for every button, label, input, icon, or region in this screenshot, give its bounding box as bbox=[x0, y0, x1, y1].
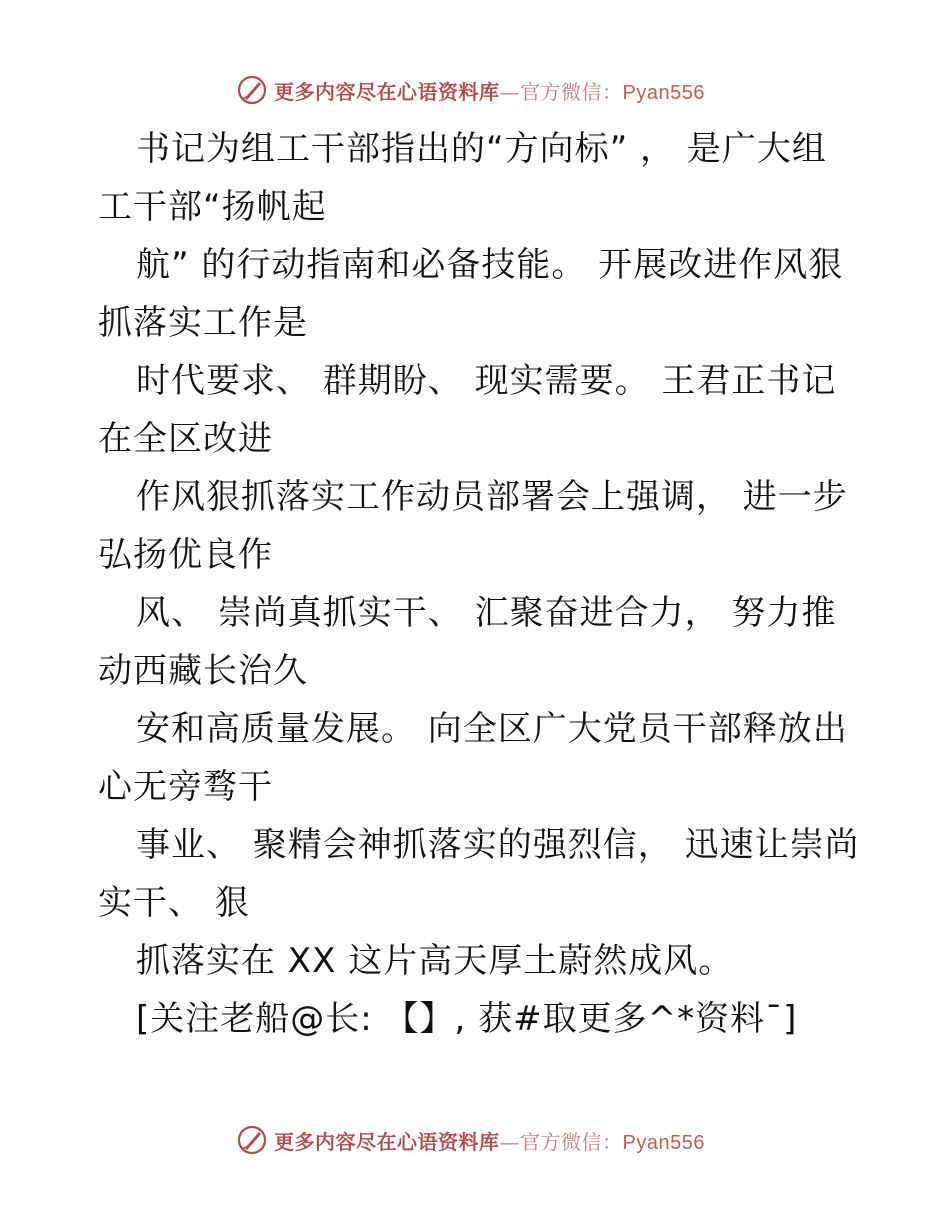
text-line-6: 在全区改进 bbox=[98, 419, 273, 459]
text-line-4: 抓落实工作是 bbox=[98, 303, 308, 343]
text-line-13: 事业、 聚精会神抓落实的强烈信， 迅速让崇尚 bbox=[136, 825, 860, 865]
watermark-id: Pyan556 bbox=[622, 81, 705, 104]
text-line-14: 实干、 狠 bbox=[98, 883, 250, 923]
header-watermark bbox=[236, 72, 705, 108]
text-line-11: 安和高质量发展。 向全区广大党员干部释放出 bbox=[136, 709, 848, 749]
text-line-2: 工干部“扬帆起 bbox=[98, 187, 327, 227]
watermark-text bbox=[274, 1126, 705, 1155]
text-line-12: 心无旁骛干 bbox=[98, 767, 273, 807]
document-body bbox=[98, 120, 888, 1048]
watermark-dash: — bbox=[499, 79, 520, 104]
text-line-16: [关注老船@长: 【】, 获#取更多^*资料¯] bbox=[136, 999, 798, 1039]
watermark-label: 官方微信： bbox=[520, 1129, 623, 1154]
watermark-dash: — bbox=[499, 1129, 520, 1154]
text-line-5: 时代要求、 群期盼、 现实需要。 王君正书记 bbox=[136, 361, 837, 401]
quill-logo-icon bbox=[236, 74, 268, 106]
watermark-label: 官方微信： bbox=[520, 79, 623, 104]
quill-logo-icon bbox=[236, 1124, 268, 1156]
watermark-main: 更多内容尽在心语资料库 bbox=[274, 1129, 500, 1154]
text-line-15: 抓落实在 XX 这片高天厚土蔚然成风。 bbox=[136, 941, 734, 981]
watermark-main: 更多内容尽在心语资料库 bbox=[274, 79, 500, 104]
text-line-7: 作风狠抓落实工作动员部署会上强调， 进一步 bbox=[136, 477, 848, 517]
text-line-3: 航” 的行动指南和必备技能。 开展改进作风狠 bbox=[136, 245, 844, 285]
footer-watermark bbox=[236, 1122, 705, 1158]
watermark-id: Pyan556 bbox=[622, 1131, 705, 1154]
watermark-text bbox=[274, 76, 705, 105]
text-line-9: 风、 崇尚真抓实干、 汇聚奋进合力， 努力推 bbox=[136, 593, 837, 633]
text-line-1: 书记为组工干部指出的“方向标” ， 是广大组 bbox=[136, 129, 827, 169]
text-line-8: 弘扬优良作 bbox=[98, 535, 273, 575]
text-line-10: 动西藏长治久 bbox=[98, 651, 308, 691]
